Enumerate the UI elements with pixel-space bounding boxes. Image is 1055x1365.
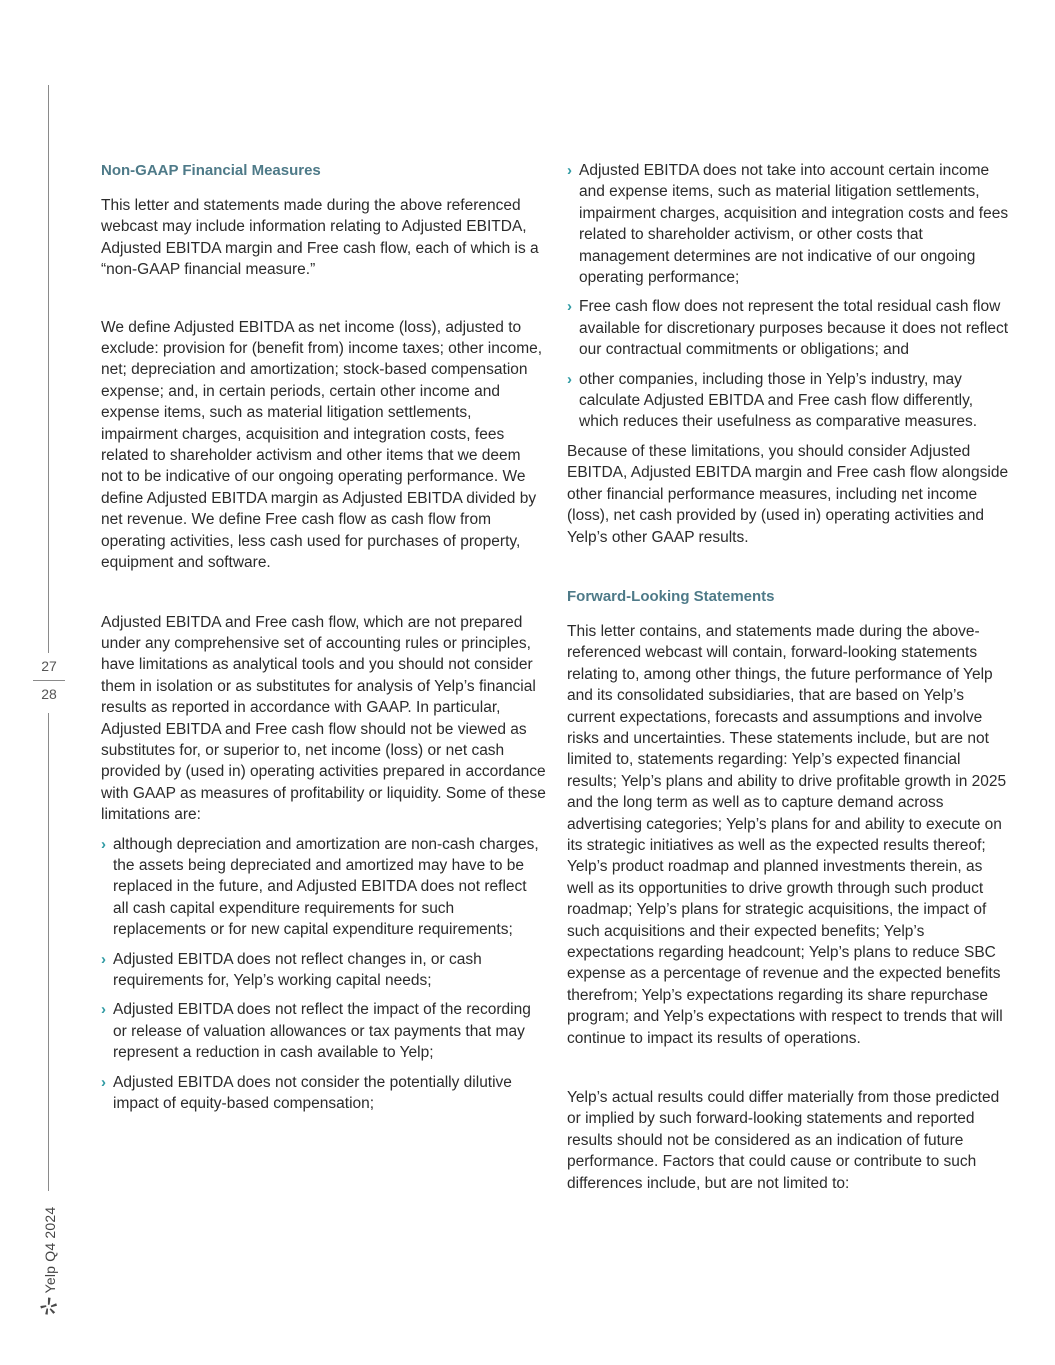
chevron-right-icon: ›: [101, 835, 106, 853]
list-item: › Adjusted EBITDA does not take into account certain income and expense items, such as material litigation settlements, impairment charges, acquisition and integration costs and fees related to shareholder activism, or other costs that management determines are not indicative of our ongoing operating performance;: [567, 162, 1009, 287]
limitations-paragraph: Adjusted EBITDA and Free cash flow, which are not prepared under any comprehensive set of accounting rules or principles, have limitations as analytical tools and you should not consider them in isolation or as substitutes for analysis of Yelp’s financial results as reported in accordance with GAAP. In particular, Adjusted EBITDA and Free cash flow should not be viewed as substitutes for, or superior to, net income (loss) or net cash provided by (used in) operating activities prepared in accordance with GAAP as measures of profitability or liquidity. Some of these limitations are:: [101, 613, 546, 824]
actual-results-paragraph: Yelp’s actual results could differ materially from those predicted or implied by such forward-looking statements and reported results should not be considered as an indication of future performance. Factors that could cause or contribute to such differences include, but are not limited to:: [567, 1089, 1000, 1192]
sidebar-rule-top: [48, 85, 49, 653]
left-column: [101, 160, 546, 1114]
adjusted-ebitda-definition-paragraph: We define Adjusted EBITDA as net income (loss), adjusted to exclude: provision for (benefit from) income taxes; other income, net; depreciation and amortization; stock-based compensation expense; and, in certain periods, certain other income and expense items, such as material litigation settlements, impairment charges, acquisition and integration costs, fees related to shareholder activism and other items that we deem not to be indicative of our ongoing operating performance. We define Adjusted EBITDA margin as Adjusted EBITDA divided by net revenue. We define Free cash flow as cash flow from operating activities, less cash used for purchases of property, equipment and software.: [101, 318, 543, 572]
limitations-conclusion-paragraph: Because of these limitations, you should consider Adjusted EBITDA, Adjusted EBITDA margin and Free cash flow alongside other financial performance measures, including net income (loss), net cash provided by (used in) operating activities and Yelp’s other GAAP results.: [567, 442, 1009, 546]
non-gaap-intro-paragraph: This letter and statements made during the above referenced webcast may include information relating to Adjusted EBITDA, Adjusted EBITDA margin and Free cash flow, each of which is a “non-GAAP financial measure.”: [101, 197, 539, 279]
chevron-right-icon: ›: [101, 1001, 106, 1019]
chevron-right-icon: ›: [567, 162, 572, 179]
yelp-burst-logo-icon: [39, 1296, 59, 1316]
non-gaap-heading: Non-GAAP Financial Measures: [101, 162, 321, 179]
page-number-divider: [33, 680, 65, 681]
list-item: › Adjusted EBITDA does not consider the potentially dilutive impact of equity-based compensation;: [101, 1073, 512, 1113]
list-item: › Adjusted EBITDA does not reflect the impact of the recording or release of valuation allowances or tax payments that may represent a reduction in cash available to Yelp;: [101, 1001, 531, 1062]
sidebar-rule-bottom: [48, 713, 49, 1191]
page-number-total: 28: [41, 686, 57, 702]
list-item: › Adjusted EBITDA does not reflect changes in, or cash requirements for, Yelp’s working capital needs;: [101, 950, 482, 989]
right-column: [567, 160, 1013, 1194]
chevron-right-icon: ›: [101, 1073, 106, 1091]
page-number-current: 27: [41, 658, 57, 674]
chevron-right-icon: ›: [101, 950, 106, 968]
forward-looking-paragraph: This letter contains, and statements made during the above-referenced webcast will contain, forward-looking statements relating to, among other things, the future performance of Yelp and its consolidated subsidiaries, that are based on Yelp’s current expectations, forecasts and assumptions and involve risks and uncertainties. These statements include, but are not limited to, statements regarding: Yelp’s expected financial results; Yelp’s plans and ability to drive profitable growth in 2025 and the long term as well as to capture demand across advertising categories; Yelp’s plans for and ability to execute on its strategic initiatives as well as the expected results thereof; Yelp’s product roadmap and planned investments therein, as well as its opportunities to drive growth through such product roadmap; Yelp’s plans for strategic acquisitions, the impact of such acquisitions and their expected benefits; Yelp’s expectations regarding headcount; Yelp’s plans to reduce SBC expense as a percentage of revenue and the expected benefits therefrom; Yelp’s expectations regarding its share repurchase program; and Yelp’s expectations with respect to trends that will continue to impact its results of operations.: [567, 622, 1007, 1047]
list-item: › although depreciation and amortization are non-cash charges, the assets being depreciated and amortized may have to be replaced in the future, and Adjusted EBITDA does not reflect all cash capital expenditure requirements for such replacements or for new capital expenditure requirements;: [101, 835, 539, 939]
forward-looking-heading: Forward-Looking Statements: [567, 587, 775, 605]
report-label: Yelp Q4 2024: [42, 1206, 58, 1294]
list-item: › Free cash flow does not represent the total residual cash flow available for discretionary purposes because it does not reflect our contractual commitments or obligations; and: [567, 298, 1009, 359]
list-item: › other companies, including those in Yelp’s industry, may calculate Adjusted EBITDA and Free cash flow differently, which reduces their usefulness as comparative measures.: [567, 370, 978, 431]
chevron-right-icon: ›: [567, 298, 572, 316]
left-limitations-list: [101, 834, 546, 1115]
right-limitations-list: [567, 160, 1013, 433]
chevron-right-icon: ›: [567, 370, 572, 388]
